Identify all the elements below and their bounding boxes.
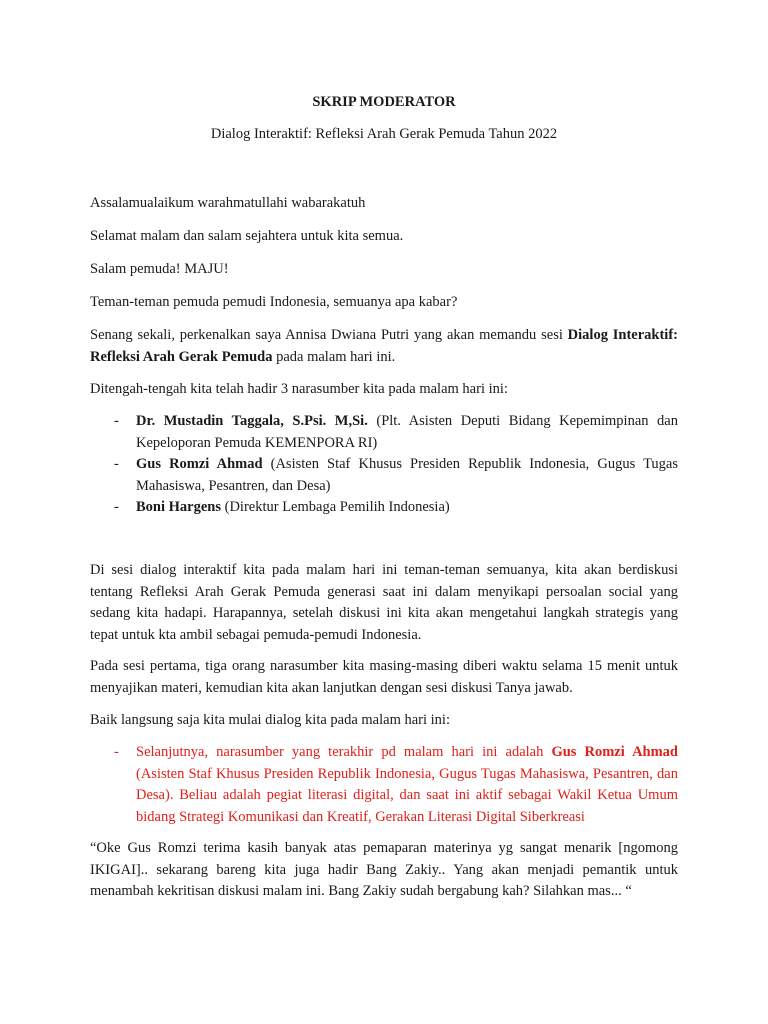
list-dash: - [114, 499, 119, 515]
highlight-list [90, 742, 678, 828]
intro-text-before: Senang sekali, perkenalkan saya Annisa Dwiana Putri yang akan memandu sesi [90, 327, 568, 343]
list-item [90, 742, 678, 828]
list-dash: - [114, 413, 119, 429]
greeting-question: Teman-teman pemuda pemudi Indonesia, semuanya apa kabar? [90, 294, 458, 310]
list-dash: - [114, 456, 119, 472]
body-paragraph-3: Baik langsung saja kita mulai dialog kita pada malam hari ini: [90, 712, 450, 728]
list-item [90, 411, 678, 454]
speaker-desc: (Asisten Staf Khusus Presiden Republik Indonesia, Gugus Tugas Mahasiswa, Pesantren, dan Desa) [136, 456, 678, 494]
document-title: SKRIP MODERATOR [312, 94, 456, 110]
list-item [90, 497, 678, 519]
intro-text-after: pada malam hari ini. [272, 348, 396, 365]
speaker-name: Gus Romzi Ahmad [136, 456, 263, 472]
moderator-intro [90, 325, 678, 368]
highlight-speaker-name: Gus Romzi Ahmad [551, 744, 678, 760]
body-paragraph-1: Di sesi dialog interaktif kita pada malam hari ini teman-teman semuanya, kita akan berdiskusi tentang Refleksi Arah Gerak Pemuda generasi saat ini dalam menyikapi persoalan social yang sedang kita hadapi. Harapannya, setelah diskusi ini kita akan mengetahui langkah strategis yang tepat untuk kta ambil sebagai pemuda-pemudi Indonesia. [90, 562, 678, 643]
greeting-youth: Salam pemuda! MAJU! [90, 261, 229, 277]
highlight-text-after: (Asisten Staf Khusus Presiden Republik Indonesia, Gugus Tugas Mahasiswa, Pesantren, dan Desa). Beliau adalah pegiat literasi digital, dan saat ini aktif sebagai Wakil Ketua Umum bidang Strategi Komunikasi dan Kreatif, Gerakan Literasi Digital Siberkreasi [136, 765, 678, 825]
closing-quote: “Oke Gus Romzi terima kasih banyak atas pemaparan materinya yg sangat menarik [ngomong IKIGAI].. sekarang bareng kita juga hadir Bang Zakiy.. Yang akan menjadi pemantik untuk menambah kekritisan diskusi malam ini. Bang Zakiy sudah bergabung kah? Silahkan mas... “ [90, 840, 678, 899]
list-dash: - [114, 744, 119, 760]
speaker-desc: (Plt. Asisten Deputi Bidang Kepemimpinan dan Kepeloporan Pemuda KEMENPORA RI) [136, 413, 678, 451]
speaker-name: Boni Hargens [136, 499, 221, 515]
list-item [90, 454, 678, 497]
highlight-text-before: Selanjutnya, narasumber yang terakhir pd malam hari ini adalah [136, 744, 552, 760]
greeting-salam: Assalamualaikum warahmatullahi wabarakatuh [90, 195, 366, 211]
greeting-evening: Selamat malam dan salam sejahtera untuk kita semua. [90, 228, 404, 244]
speaker-desc: (Direktur Lembaga Pemilih Indonesia) [221, 499, 450, 515]
speaker-list [90, 411, 678, 519]
speaker-name: Dr. Mustadin Taggala, S.Psi. M,Si. [136, 413, 368, 429]
document-subtitle: Dialog Interaktif: Refleksi Arah Gerak Pemuda Tahun 2022 [210, 126, 558, 142]
intro-session-name: Dialog Interaktif: Refleksi Arah Gerak Pemuda [90, 327, 678, 365]
speakers-intro: Ditengah-tengah kita telah hadir 3 narasumber kita pada malam hari ini: [90, 381, 508, 397]
body-paragraph-2: Pada sesi pertama, tiga orang narasumber kita masing-masing diberi waktu selama 15 menit untuk menyajikan materi, kemudian kita akan lanjutkan dengan sesi diskusi Tanya jawab. [90, 658, 678, 696]
